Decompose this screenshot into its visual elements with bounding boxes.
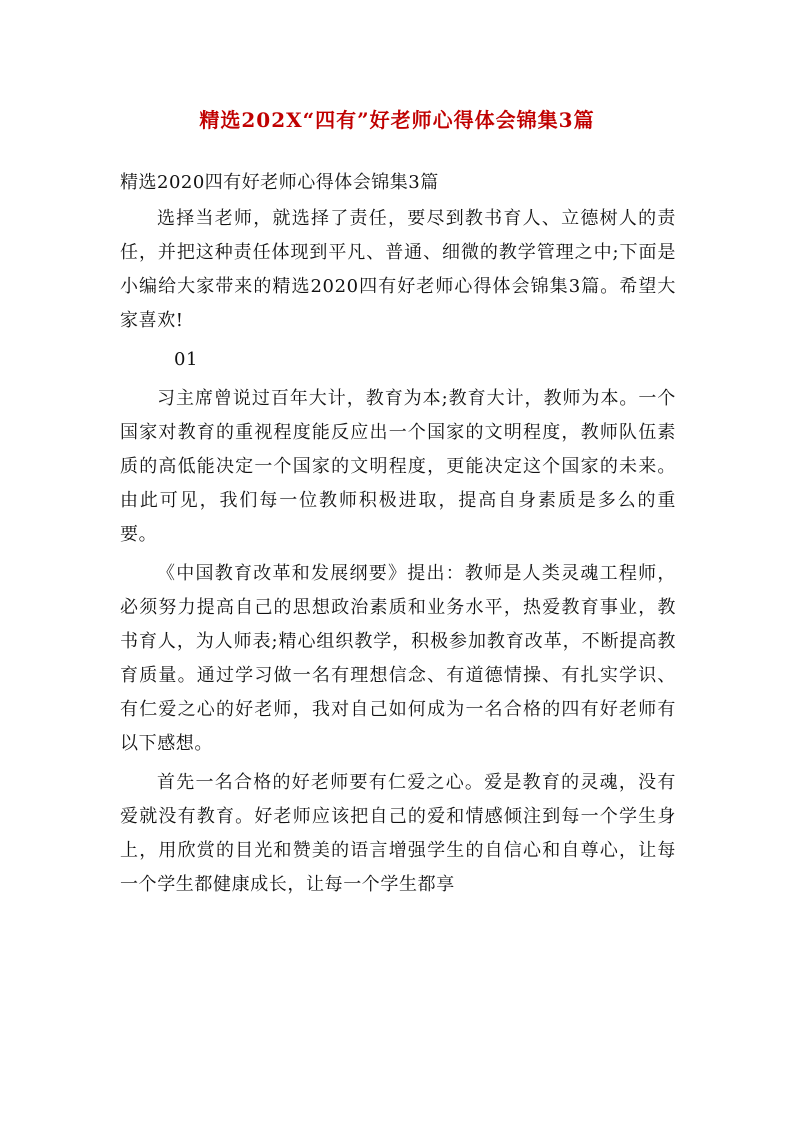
document-body [120, 202, 676, 902]
document-title: 精选202X“四有”好老师心得体会锦集3篇 [199, 108, 595, 132]
body-paragraph: 首先一名合格的好老师要有仁爱之心。爱是教育的灵魂，没有爱就没有教育。好老师应该把自己的爱和情感倾注到每一个学生身上，用欣赏的目光和赞美的语言增强学生的自信心和自尊心，让每一个学生都健康成长，让每一个学生都享 [120, 772, 676, 895]
document-subtitle: 精选2020四有好老师心得体会锦集3篇 [120, 172, 439, 193]
section-number: 01 [174, 349, 199, 370]
intro-paragraph: 选择当老师，就选择了责任，要尽到教书育人、立德树人的责任，并把这种责任体现到平凡、普通、细微的教学管理之中;下面是小编给大家带来的精选2020四有好老师心得体会锦集3篇。希望大家喜欢! [120, 208, 676, 331]
body-paragraph: 《中国教育改革和发展纲要》提出：教师是人类灵魂工程师，必须努力提高自己的思想政治素质和业务水平，热爱教育事业，教书育人，为人师表;精心组织教学，积极参加教育改革，不断提高教育质量。通过学习做一名有理想信念、有道德情操、有扎实学识、有仁爱之心的好老师，我对自己如何成为一名合格的四有好老师有以下感想。 [120, 563, 676, 754]
body-paragraph: 习主席曾说过百年大计，教育为本;教育大计，教师为本。一个国家对教育的重视程度能反应出一个国家的文明程度，教师队伍素质的高低能决定一个国家的文明程度，更能决定这个国家的未来。由此可见，我们每一位教师积极进取，提高自身素质是多么的重要。 [120, 388, 676, 545]
